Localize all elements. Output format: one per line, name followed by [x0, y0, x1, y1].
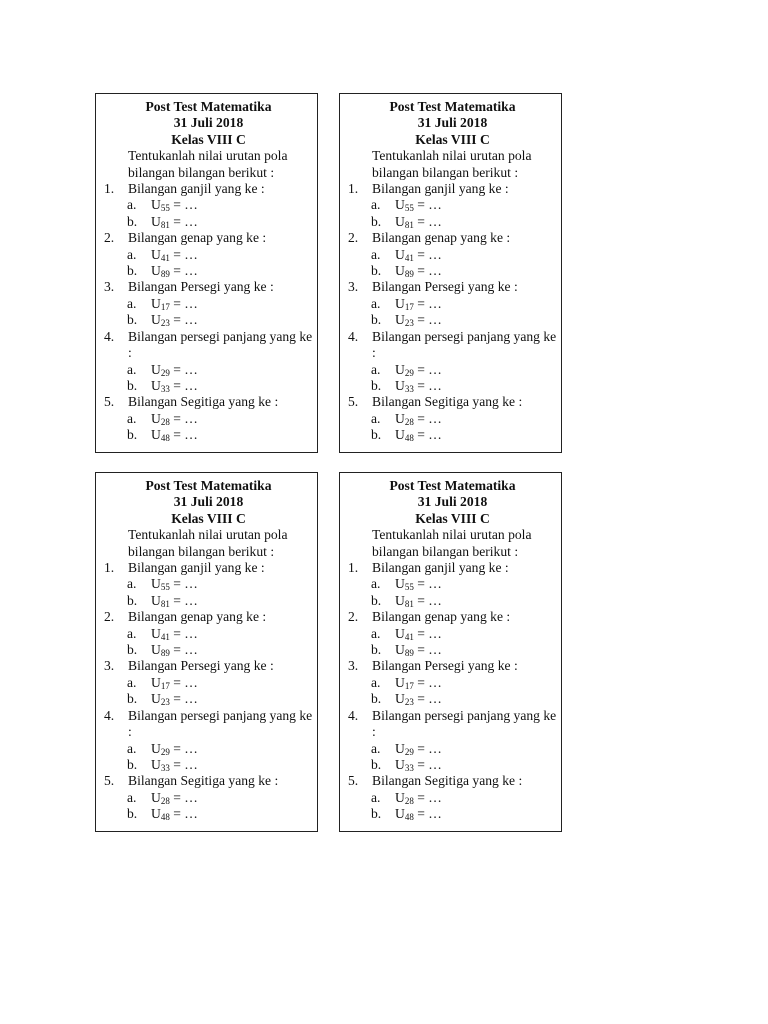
question-text: Bilangan persegi panjang yang ke : [372, 707, 557, 740]
term-symbol: U [151, 410, 161, 426]
question-text: Bilangan Segitiga yang ke : [372, 773, 523, 789]
answer-blank: = … [413, 789, 442, 805]
term-symbol: U [151, 361, 161, 377]
answer-blank: = … [413, 674, 442, 690]
question-text: Bilangan Persegi yang ke : [372, 279, 518, 295]
term-symbol: U [151, 642, 161, 658]
answer-blank: = … [413, 361, 442, 377]
term-index: 41 [160, 631, 170, 642]
term-symbol: U [395, 756, 405, 772]
answer-item [104, 411, 313, 427]
term-symbol: U [151, 263, 161, 279]
answer-letter: a. [127, 361, 137, 377]
term-symbol: U [151, 806, 161, 822]
question-number: 1. [348, 181, 359, 197]
question-text: Bilangan persegi panjang yang ke : [372, 328, 557, 361]
answer-letter: a. [371, 361, 381, 377]
quiz-card [95, 93, 318, 453]
answer-blank: = … [413, 806, 442, 822]
question-number: 1. [104, 560, 115, 576]
answer-letter: a. [127, 410, 137, 426]
answer-blank: = … [169, 592, 198, 608]
question-number: 4. [348, 328, 359, 344]
term-symbol: U [395, 197, 405, 213]
term-index: 33 [160, 762, 170, 773]
term-index: 55 [160, 582, 170, 593]
card-instruction: Tentukanlah nilai urutan pola bilangan bilangan berikut : [372, 148, 532, 180]
question-number: 4. [104, 707, 115, 723]
answer-letter: b. [127, 642, 138, 658]
answer-blank: = … [413, 625, 442, 641]
term-index: 23 [160, 318, 170, 329]
term-index: 41 [160, 252, 170, 263]
term-index: 28 [160, 795, 170, 806]
answer-item [348, 296, 557, 312]
term-symbol: U [395, 674, 405, 690]
answer-item [104, 263, 313, 279]
term-index: 28 [404, 416, 414, 427]
answer-item [348, 806, 557, 822]
card-date: 31 Juli 2018 [173, 494, 244, 510]
term-symbol: U [151, 592, 161, 608]
answer-item [348, 691, 557, 707]
question-number: 5. [348, 394, 359, 410]
answer-item [348, 247, 557, 263]
question-number: 3. [348, 279, 359, 295]
answer-letter: b. [127, 806, 138, 822]
answer-item [104, 675, 313, 691]
question-item [104, 394, 313, 410]
answer-item [348, 741, 557, 757]
answer-letter: b. [371, 691, 382, 707]
term-index: 17 [160, 301, 170, 312]
term-symbol: U [395, 410, 405, 426]
question-text: Bilangan ganjil yang ke : [128, 181, 265, 197]
card-title: Post Test Matematika [145, 478, 272, 493]
answer-blank: = … [169, 312, 198, 328]
answer-item [104, 362, 313, 378]
term-symbol: U [151, 756, 161, 772]
question-text: Bilangan Segitiga yang ke : [128, 773, 279, 789]
answer-blank: = … [169, 756, 198, 772]
term-index: 48 [160, 433, 170, 444]
term-symbol: U [151, 674, 161, 690]
answer-blank: = … [413, 427, 442, 443]
term-symbol: U [395, 377, 405, 393]
term-index: 29 [160, 367, 170, 378]
answer-item [104, 691, 313, 707]
question-number: 2. [104, 609, 115, 625]
answer-letter: b. [371, 377, 382, 393]
term-symbol: U [395, 427, 405, 443]
quiz-card [339, 93, 562, 453]
answer-letter: a. [371, 295, 381, 311]
answer-blank: = … [413, 246, 442, 262]
answer-blank: = … [169, 674, 198, 690]
question-item [104, 773, 313, 789]
answer-blank: = … [169, 427, 198, 443]
answer-blank: = … [413, 197, 442, 213]
term-index: 29 [404, 746, 414, 757]
answer-letter: b. [371, 312, 382, 328]
question-number: 4. [348, 707, 359, 723]
term-index: 81 [160, 598, 170, 609]
answer-item [104, 247, 313, 263]
quiz-card [95, 472, 318, 832]
answer-blank: = … [413, 691, 442, 707]
answer-blank: = … [169, 740, 198, 756]
answer-blank: = … [413, 213, 442, 229]
term-index: 55 [160, 203, 170, 214]
term-symbol: U [395, 263, 405, 279]
answer-blank: = … [169, 691, 198, 707]
answer-blank: = … [169, 263, 198, 279]
answer-letter: b. [127, 263, 138, 279]
answer-letter: a. [371, 197, 381, 213]
answer-blank: = … [413, 295, 442, 311]
answer-letter: a. [127, 197, 137, 213]
question-item [348, 329, 557, 362]
term-index: 89 [404, 269, 414, 280]
term-symbol: U [151, 691, 161, 707]
answer-letter: b. [371, 756, 382, 772]
question-item [104, 708, 313, 741]
answer-item [348, 214, 557, 230]
answer-letter: a. [127, 576, 137, 592]
answer-item [348, 427, 557, 443]
answer-item [348, 757, 557, 773]
answer-blank: = … [169, 642, 198, 658]
term-symbol: U [151, 576, 161, 592]
question-text: Bilangan Segitiga yang ke : [372, 394, 523, 410]
answer-item [348, 576, 557, 592]
question-number: 2. [348, 230, 359, 246]
answer-item [348, 362, 557, 378]
term-symbol: U [395, 246, 405, 262]
question-text: Bilangan persegi panjang yang ke : [128, 328, 313, 361]
answer-item [104, 626, 313, 642]
term-symbol: U [395, 789, 405, 805]
question-number: 2. [348, 609, 359, 625]
term-index: 48 [404, 433, 414, 444]
question-item [104, 658, 313, 674]
question-number: 5. [104, 394, 115, 410]
term-index: 89 [160, 269, 170, 280]
answer-letter: b. [127, 592, 138, 608]
answer-letter: a. [371, 625, 381, 641]
term-index: 55 [404, 582, 414, 593]
answer-letter: a. [127, 246, 137, 262]
term-index: 48 [404, 812, 414, 823]
question-item [104, 181, 313, 197]
card-class: Kelas VIII C [171, 131, 246, 147]
question-text: Bilangan genap yang ke : [372, 230, 511, 246]
question-item [104, 230, 313, 246]
answer-letter: b. [371, 427, 382, 443]
term-index: 23 [404, 697, 414, 708]
answer-letter: b. [127, 377, 138, 393]
term-symbol: U [395, 592, 405, 608]
question-number: 5. [104, 773, 115, 789]
answer-item [104, 427, 313, 443]
answer-letter: a. [127, 674, 137, 690]
term-index: 17 [404, 301, 414, 312]
term-index: 29 [404, 367, 414, 378]
answer-blank: = … [169, 625, 198, 641]
term-index: 41 [404, 631, 414, 642]
question-number: 3. [104, 279, 115, 295]
answer-blank: = … [169, 361, 198, 377]
term-index: 41 [404, 252, 414, 263]
answer-item [104, 312, 313, 328]
answer-item [104, 296, 313, 312]
answer-letter: a. [371, 674, 381, 690]
question-text: Bilangan Persegi yang ke : [372, 658, 518, 674]
question-item [104, 329, 313, 362]
answer-blank: = … [413, 756, 442, 772]
term-index: 17 [404, 680, 414, 691]
answer-letter: b. [127, 213, 138, 229]
answer-item [348, 197, 557, 213]
term-index: 55 [404, 203, 414, 214]
card-title: Post Test Matematika [389, 99, 516, 114]
card-instruction: Tentukanlah nilai urutan pola bilangan bilangan berikut : [128, 148, 288, 180]
question-number: 1. [348, 560, 359, 576]
term-index: 81 [160, 219, 170, 230]
answer-blank: = … [169, 197, 198, 213]
card-date: 31 Juli 2018 [173, 115, 244, 131]
answer-letter: b. [371, 806, 382, 822]
term-index: 28 [160, 416, 170, 427]
term-symbol: U [395, 361, 405, 377]
term-index: 81 [404, 598, 414, 609]
answer-blank: = … [413, 410, 442, 426]
term-index: 17 [160, 680, 170, 691]
question-item [348, 230, 557, 246]
term-symbol: U [151, 377, 161, 393]
term-index: 81 [404, 219, 414, 230]
answer-blank: = … [413, 312, 442, 328]
question-text: Bilangan ganjil yang ke : [372, 181, 509, 197]
question-number: 2. [104, 230, 115, 246]
question-number: 4. [104, 328, 115, 344]
question-item [348, 609, 557, 625]
quiz-card [339, 472, 562, 832]
answer-item [104, 214, 313, 230]
answer-blank: = … [169, 789, 198, 805]
answer-letter: a. [127, 789, 137, 805]
term-symbol: U [395, 213, 405, 229]
term-symbol: U [395, 642, 405, 658]
term-index: 33 [160, 383, 170, 394]
answer-item [104, 806, 313, 822]
answer-item [348, 378, 557, 394]
term-symbol: U [395, 740, 405, 756]
answer-letter: a. [127, 295, 137, 311]
term-symbol: U [395, 691, 405, 707]
answer-blank: = … [169, 246, 198, 262]
term-index: 29 [160, 746, 170, 757]
answer-item [348, 411, 557, 427]
question-text: Bilangan ganjil yang ke : [372, 560, 509, 576]
answer-letter: b. [371, 213, 382, 229]
answer-blank: = … [169, 410, 198, 426]
card-date: 31 Juli 2018 [417, 115, 488, 131]
term-symbol: U [151, 246, 161, 262]
answer-letter: a. [371, 410, 381, 426]
term-symbol: U [151, 197, 161, 213]
card-title: Post Test Matematika [389, 478, 516, 493]
question-text: Bilangan persegi panjang yang ke : [128, 707, 313, 740]
question-item [104, 609, 313, 625]
question-number: 5. [348, 773, 359, 789]
question-number: 1. [104, 181, 115, 197]
term-index: 33 [404, 762, 414, 773]
card-instruction: Tentukanlah nilai urutan pola bilangan bilangan berikut : [128, 527, 288, 559]
question-text: Bilangan Persegi yang ke : [128, 279, 274, 295]
answer-item [104, 790, 313, 806]
term-symbol: U [151, 427, 161, 443]
answer-blank: = … [413, 642, 442, 658]
question-item [348, 773, 557, 789]
answer-item [104, 593, 313, 609]
term-symbol: U [151, 740, 161, 756]
answer-blank: = … [169, 295, 198, 311]
answer-blank: = … [413, 592, 442, 608]
term-symbol: U [151, 213, 161, 229]
question-item [348, 658, 557, 674]
answer-letter: b. [371, 592, 382, 608]
answer-letter: b. [127, 312, 138, 328]
answer-letter: b. [371, 263, 382, 279]
answer-letter: a. [371, 789, 381, 805]
question-item [348, 394, 557, 410]
answer-item [104, 197, 313, 213]
answer-blank: = … [169, 213, 198, 229]
question-text: Bilangan ganjil yang ke : [128, 560, 265, 576]
question-text: Bilangan Persegi yang ke : [128, 658, 274, 674]
term-index: 89 [160, 648, 170, 659]
answer-letter: a. [371, 576, 381, 592]
question-item [348, 560, 557, 576]
card-title: Post Test Matematika [145, 99, 272, 114]
answer-item [104, 757, 313, 773]
term-symbol: U [395, 312, 405, 328]
question-text: Bilangan genap yang ke : [128, 609, 267, 625]
answer-blank: = … [413, 263, 442, 279]
answer-item [104, 741, 313, 757]
answer-blank: = … [169, 806, 198, 822]
term-symbol: U [395, 295, 405, 311]
answer-blank: = … [413, 377, 442, 393]
answer-item [348, 593, 557, 609]
answer-item [348, 790, 557, 806]
answer-letter: b. [371, 642, 382, 658]
question-item [348, 708, 557, 741]
term-symbol: U [395, 576, 405, 592]
question-text: Bilangan Segitiga yang ke : [128, 394, 279, 410]
answer-blank: = … [413, 740, 442, 756]
term-symbol: U [151, 295, 161, 311]
answer-blank: = … [169, 377, 198, 393]
question-text: Bilangan genap yang ke : [128, 230, 267, 246]
term-symbol: U [151, 312, 161, 328]
answer-letter: a. [371, 246, 381, 262]
term-symbol: U [151, 789, 161, 805]
answer-letter: a. [127, 740, 137, 756]
term-index: 23 [404, 318, 414, 329]
answer-letter: a. [371, 740, 381, 756]
answer-item [104, 576, 313, 592]
answer-item [348, 312, 557, 328]
answer-blank: = … [169, 576, 198, 592]
answer-item [348, 263, 557, 279]
question-number: 3. [104, 658, 115, 674]
card-date: 31 Juli 2018 [417, 494, 488, 510]
question-item [348, 279, 557, 295]
question-item [104, 560, 313, 576]
answer-letter: a. [127, 625, 137, 641]
term-symbol: U [151, 625, 161, 641]
question-text: Bilangan genap yang ke : [372, 609, 511, 625]
answer-letter: b. [127, 691, 138, 707]
answer-item [104, 642, 313, 658]
card-class: Kelas VIII C [171, 510, 246, 526]
answer-letter: b. [127, 756, 138, 772]
term-index: 48 [160, 812, 170, 823]
question-number: 3. [348, 658, 359, 674]
term-index: 28 [404, 795, 414, 806]
term-symbol: U [395, 625, 405, 641]
answer-blank: = … [413, 576, 442, 592]
card-class: Kelas VIII C [415, 131, 490, 147]
term-index: 23 [160, 697, 170, 708]
question-item [348, 181, 557, 197]
answer-item [348, 642, 557, 658]
card-class: Kelas VIII C [415, 510, 490, 526]
card-instruction: Tentukanlah nilai urutan pola bilangan bilangan berikut : [372, 527, 532, 559]
answer-item [348, 675, 557, 691]
answer-letter: b. [127, 427, 138, 443]
term-index: 33 [404, 383, 414, 394]
answer-item [348, 626, 557, 642]
term-index: 89 [404, 648, 414, 659]
answer-item [104, 378, 313, 394]
term-symbol: U [395, 806, 405, 822]
question-item [104, 279, 313, 295]
